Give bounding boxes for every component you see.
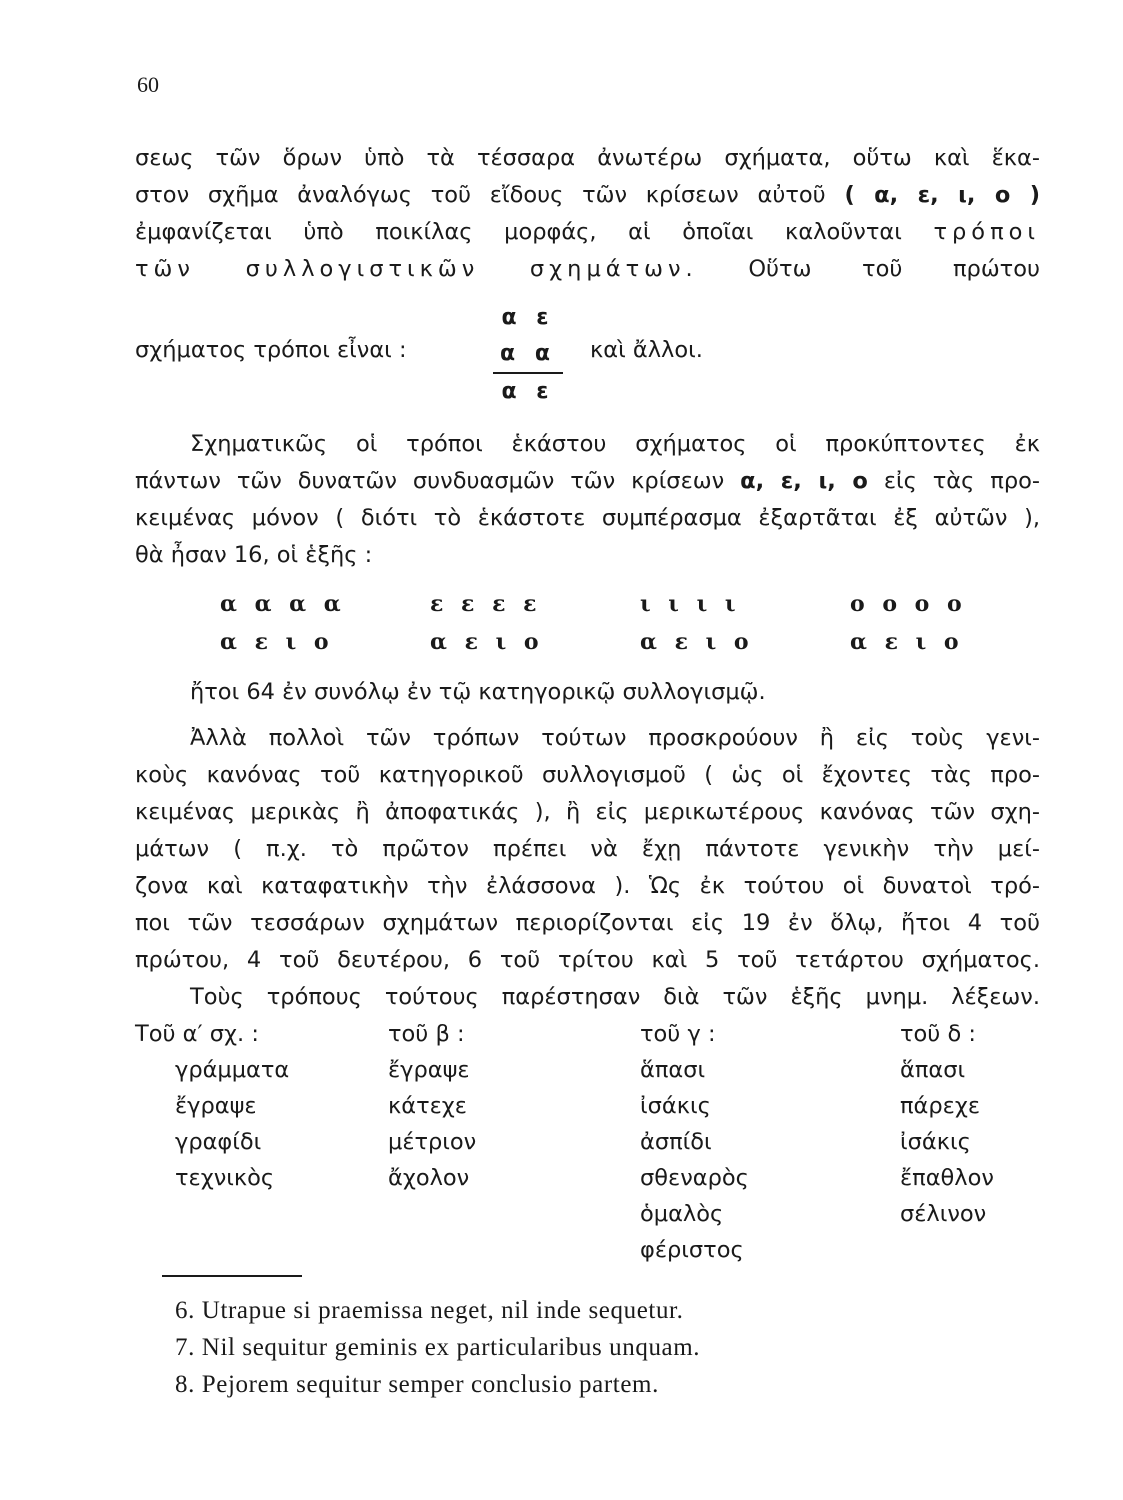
- text-line: [135, 463, 1040, 500]
- mood-cell: ε ε ε ε: [430, 591, 542, 617]
- mnemonic-word: ἀσπίδι: [640, 1129, 712, 1155]
- figure-top: α ε: [501, 305, 555, 330]
- syllogism-figure: [135, 300, 835, 410]
- mnemonic-head: Τοῦ α′ σχ. :: [135, 1021, 259, 1047]
- text-line: κειμένας μόνον ( διότι τὸ ἑκάστοτε συμπέρασμα ἐξαρτᾶται ἐξ αὐτῶν ),: [135, 505, 1040, 531]
- term-tropoi: τρόποι: [933, 219, 1040, 245]
- mnemonic-head: τοῦ γ :: [640, 1021, 716, 1047]
- mood-cell: α ε ι ο: [430, 629, 544, 655]
- mood-cell: α α α α: [220, 591, 346, 617]
- figure-column: [493, 300, 563, 410]
- footnote: 7. Nil sequitur geminis ex particularibus unquam.: [175, 1334, 701, 1361]
- mnemonic-word: φέριστος: [640, 1237, 744, 1263]
- mnemonic-word: γράμματα: [175, 1057, 290, 1083]
- figure-middle: α α: [500, 341, 556, 366]
- mnemonic-word: ἰσάκις: [900, 1129, 971, 1155]
- footnote: 6. Utrapue si praemissa neget, nil inde sequetur.: [175, 1297, 684, 1324]
- mood-cell: ο ο ο ο: [850, 591, 967, 617]
- mnemonic-column-4: [900, 1016, 994, 1232]
- figure-bottom: α ε: [501, 379, 555, 404]
- mood-row: [220, 585, 967, 623]
- mnemonic-word: γραφίδι: [175, 1129, 262, 1155]
- text-line: Σχηματικῶς οἱ τρόποι ἑκάστου σχήματος οἱ προκύπτοντες ἐκ: [190, 431, 1040, 457]
- total-line-block: [135, 674, 1040, 711]
- mnemonic-word: σέλινον: [900, 1201, 987, 1227]
- term-syllogistikon: συλλογιστικῶν: [245, 256, 480, 282]
- text-line: μάτων ( π.χ. τὸ πρῶτον πρέπει νὰ ἔχῃ πάντοτε γενικὴν τὴν μεί-: [135, 836, 1040, 862]
- text-line: θὰ ἦσαν 16, οἱ ἑξῆς :: [135, 542, 373, 568]
- page-number: 60: [137, 72, 159, 97]
- mood-row: [220, 623, 964, 661]
- text-line: πρώτου, 4 τοῦ δευτέρου, 6 τοῦ τρίτου καὶ 5 τοῦ τετάρτου σχήματος.: [135, 947, 1040, 973]
- mnemonic-word: μέτριον: [388, 1129, 477, 1155]
- mood-grid: [220, 585, 967, 661]
- text-fragment: στον σχῆμα ἀναλόγως τοῦ εἴδους τῶν κρίσεων αὐτοῦ: [135, 182, 826, 208]
- footnote: 8. Pejorem sequitur semper conclusio partem.: [175, 1371, 659, 1398]
- mood-cell: α ε ι ο: [640, 629, 754, 655]
- letters-group: ( α, ε, ι, ο ): [844, 182, 1040, 208]
- mnemonic-word: ἔπαθλον: [900, 1165, 994, 1191]
- term-ton: τῶν: [135, 256, 195, 282]
- mnemonic-word: τεχνικὸς: [175, 1165, 275, 1191]
- text-line: σεως τῶν ὅρων ὑπὸ τὰ τέσσαρα ἀνωτέρω σχήματα, οὕτω καὶ ἕκα-: [135, 145, 1040, 171]
- text-line: [135, 214, 1040, 251]
- mnemonic-word: ἔγραψε: [175, 1093, 257, 1119]
- text-line: ζονα καὶ καταφατικὴν τὴν ἐλάσσονα ). Ὡς ἐκ τούτου οἱ δυνατοὶ τρό-: [135, 873, 1040, 899]
- text-line: κοὺς κανόνας τοῦ κατηγορικοῦ συλλογισμοῦ ( ὡς οἱ ἔχοντες τὰς προ-: [135, 762, 1040, 788]
- mnemonic-word: ἅπασι: [640, 1057, 706, 1083]
- total-line: ἤτοι 64 ἐν συνόλῳ ἐν τῷ κατηγορικῷ συλλογισμῷ.: [190, 679, 766, 705]
- footnote-divider: [162, 1275, 302, 1277]
- text-line: Τοὺς τρόπους τούτους παρέστησαν διὰ τῶν ἑξῆς μνημ. λέξεων.: [190, 984, 1040, 1010]
- footnotes: [175, 1292, 700, 1403]
- text-fragment: ἐμφανίζεται ὑπὸ ποικίλας μορφάς, αἱ ὁποῖαι καλοῦνται: [135, 219, 902, 245]
- text-fragment: Οὕτω τοῦ πρώτου: [748, 256, 1041, 282]
- mnemonic-word: κάτεχε: [388, 1093, 467, 1119]
- mnemonic-column-2: [388, 1016, 476, 1196]
- mnemonic-head: τοῦ β :: [388, 1021, 465, 1047]
- paragraph-3: [135, 720, 1040, 1016]
- text-fragment: πάντων τῶν δυνατῶν συνδυασμῶν τῶν κρίσεων: [135, 468, 725, 494]
- term-schematon: σχημάτων.: [529, 256, 698, 282]
- mnemonic-word: ἰσάκις: [640, 1093, 711, 1119]
- mnemonic-word: ἄχολον: [388, 1165, 470, 1191]
- mood-cell: ι ι ι ι: [640, 591, 741, 617]
- mnemonic-column-1: [135, 1016, 289, 1196]
- mood-cell: α ε ι ο: [220, 629, 334, 655]
- mood-cell: α ε ι ο: [850, 629, 964, 655]
- paragraph-1: [135, 140, 1040, 288]
- mnemonic-word: ἅπασι: [900, 1057, 966, 1083]
- figure-after: καὶ ἄλλοι.: [590, 337, 703, 363]
- mnemonic-head: τοῦ δ :: [900, 1021, 976, 1047]
- paragraph-2: [135, 426, 1040, 574]
- text-line: [135, 251, 1040, 288]
- mnemonic-word: ἔγραψε: [388, 1057, 470, 1083]
- mnemonic-word: σθεναρὸς: [640, 1165, 749, 1191]
- text-line: Ἀλλὰ πολλοὶ τῶν τρόπων τούτων προσκρούουν ἢ εἰς τοὺς γενι-: [190, 725, 1040, 751]
- figure-label: σχήματος τρόποι εἶναι :: [135, 337, 407, 363]
- text-line: [135, 177, 1040, 214]
- mnemonic-word: ὁμαλὸς: [640, 1201, 724, 1227]
- letters-group: α, ε, ι, ο: [740, 468, 868, 494]
- text-line: ποι τῶν τεσσάρων σχημάτων περιορίζονται εἰς 19 ἐν ὅλῳ, ἤτοι 4 τοῦ: [135, 910, 1040, 936]
- text-fragment: εἰς τὰς προ-: [883, 468, 1040, 494]
- mnemonic-column-3: [640, 1016, 749, 1268]
- mnemonic-word: πάρεχε: [900, 1093, 980, 1119]
- text-line: κειμένας μερικὰς ἢ ἀποφατικάς ), ἢ εἰς μερικωτέρους κανόνας τῶν σχη-: [135, 799, 1040, 825]
